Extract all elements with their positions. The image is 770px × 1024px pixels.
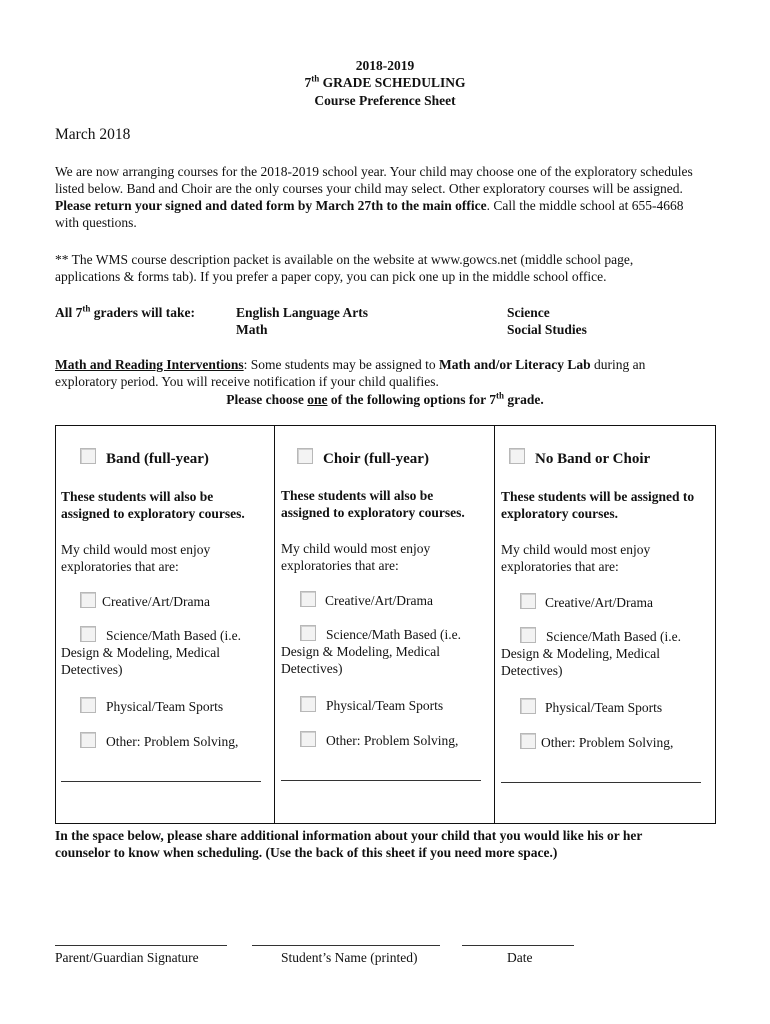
no-band-choir-other-line[interactable] — [501, 782, 701, 783]
intro-paragraph: We are now arranging courses for the 2018-2019 school year. Your child may choose one of the exploratory schedules listed below. Band and Choir are the only courses your child may select. Other exploratory courses will be assigned. Please return your signed and dated form by March 27th to the main office. Call the middle school at 655-4668 with questions. — [55, 164, 693, 230]
course-math: Math — [236, 322, 268, 337]
additional-info-instructions: In the space below, please share additional information about your child that you would like his or her counselor to know when scheduling. (Use the back of this sheet if you need more space.) — [55, 828, 643, 860]
options-table — [55, 425, 716, 824]
choir-physical-label: Physical/Team Sports — [326, 698, 444, 713]
band-title: Band (full-year) — [106, 451, 209, 467]
no-band-choir-title: No Band or Choir — [535, 451, 651, 467]
band-checkbox[interactable] — [80, 448, 96, 464]
band-science-label: Science/Math Based (i.e. Design & Modeling, Medical Detectives) — [61, 628, 241, 677]
course-ela: English Language Arts — [236, 305, 369, 320]
band-creative-checkbox[interactable] — [80, 592, 96, 608]
student-name-line[interactable] — [252, 945, 440, 946]
band-physical-checkbox[interactable] — [80, 697, 96, 713]
choir-other-checkbox[interactable] — [300, 731, 316, 747]
no-band-choir-creative-label: Creative/Art/Drama — [545, 595, 653, 610]
no-band-choir-other-label: Other: Problem Solving, — [541, 735, 674, 750]
band-other-label: Other: Problem Solving, — [106, 734, 239, 749]
choir-enjoy-text: My child would most enjoy exploratories that are: — [281, 541, 431, 573]
student-name-label: Student’s Name (printed) — [281, 950, 418, 965]
no-band-choir-physical-checkbox[interactable] — [520, 698, 536, 714]
all-graders-label: All 7th graders will take: — [55, 303, 196, 320]
no-band-choir-checkbox[interactable] — [509, 448, 525, 464]
course-science: Science — [507, 305, 550, 320]
band-note: These students will also be assigned to exploratory courses. — [61, 489, 245, 521]
year-heading: 2018-2019 — [355, 58, 415, 73]
choose-instruction: Please choose one of the following options for 7th grade. — [226, 390, 544, 407]
no-band-choir-enjoy-text: My child would most enjoy exploratories that are: — [501, 542, 651, 574]
no-band-choir-creative-checkbox[interactable] — [520, 593, 536, 609]
choir-checkbox[interactable] — [297, 448, 313, 464]
date-label: Date — [507, 950, 533, 965]
date-line: March 2018 — [55, 126, 131, 143]
no-band-choir-physical-label: Physical/Team Sports — [545, 700, 663, 715]
band-enjoy-text: My child would most enjoy exploratories that are: — [61, 542, 211, 574]
band-physical-label: Physical/Team Sports — [106, 699, 224, 714]
band-other-line[interactable] — [61, 781, 261, 782]
parent-signature-label: Parent/Guardian Signature — [55, 950, 199, 965]
interventions-label: Math and Reading Interventions — [55, 357, 244, 372]
choir-creative-label: Creative/Art/Drama — [325, 593, 433, 608]
column-divider — [494, 425, 495, 824]
no-band-choir-note: These students will be assigned to exploratory courses. — [501, 489, 695, 521]
parent-signature-line[interactable] — [55, 945, 227, 946]
subtitle-heading: Course Preference Sheet — [314, 93, 456, 108]
choir-note: These students will also be assigned to exploratory courses. — [281, 488, 465, 520]
choir-other-line[interactable] — [281, 780, 481, 781]
no-band-choir-other-checkbox[interactable] — [520, 733, 536, 749]
band-creative-label: Creative/Art/Drama — [102, 594, 210, 609]
grade-heading: 7th GRADE SCHEDULING — [304, 73, 466, 90]
choir-science-label: Science/Math Based (i.e. Design & Modeling, Medical Detectives) — [281, 627, 461, 676]
band-other-checkbox[interactable] — [80, 732, 96, 748]
interventions-paragraph: Math and Reading Interventions: Some students may be assigned to Math and/or Literacy Lab during an exploratory period. You will receive notification if your child qualifies. — [55, 357, 646, 389]
packet-paragraph: ** The WMS course description packet is available on the website at www.gowcs.net (middle school page, applications & forms tab). If you prefer a paper copy, you can pick one up in the middle school office. — [55, 252, 634, 284]
choir-title: Choir (full-year) — [323, 451, 429, 467]
column-divider — [274, 425, 275, 824]
date-line-field[interactable] — [462, 945, 574, 946]
course-social-studies: Social Studies — [507, 322, 587, 337]
choir-physical-checkbox[interactable] — [300, 696, 316, 712]
choir-creative-checkbox[interactable] — [300, 591, 316, 607]
choir-other-label: Other: Problem Solving, — [326, 733, 459, 748]
no-band-choir-science-label: Science/Math Based (i.e. Design & Modeling, Medical Detectives) — [501, 629, 681, 678]
